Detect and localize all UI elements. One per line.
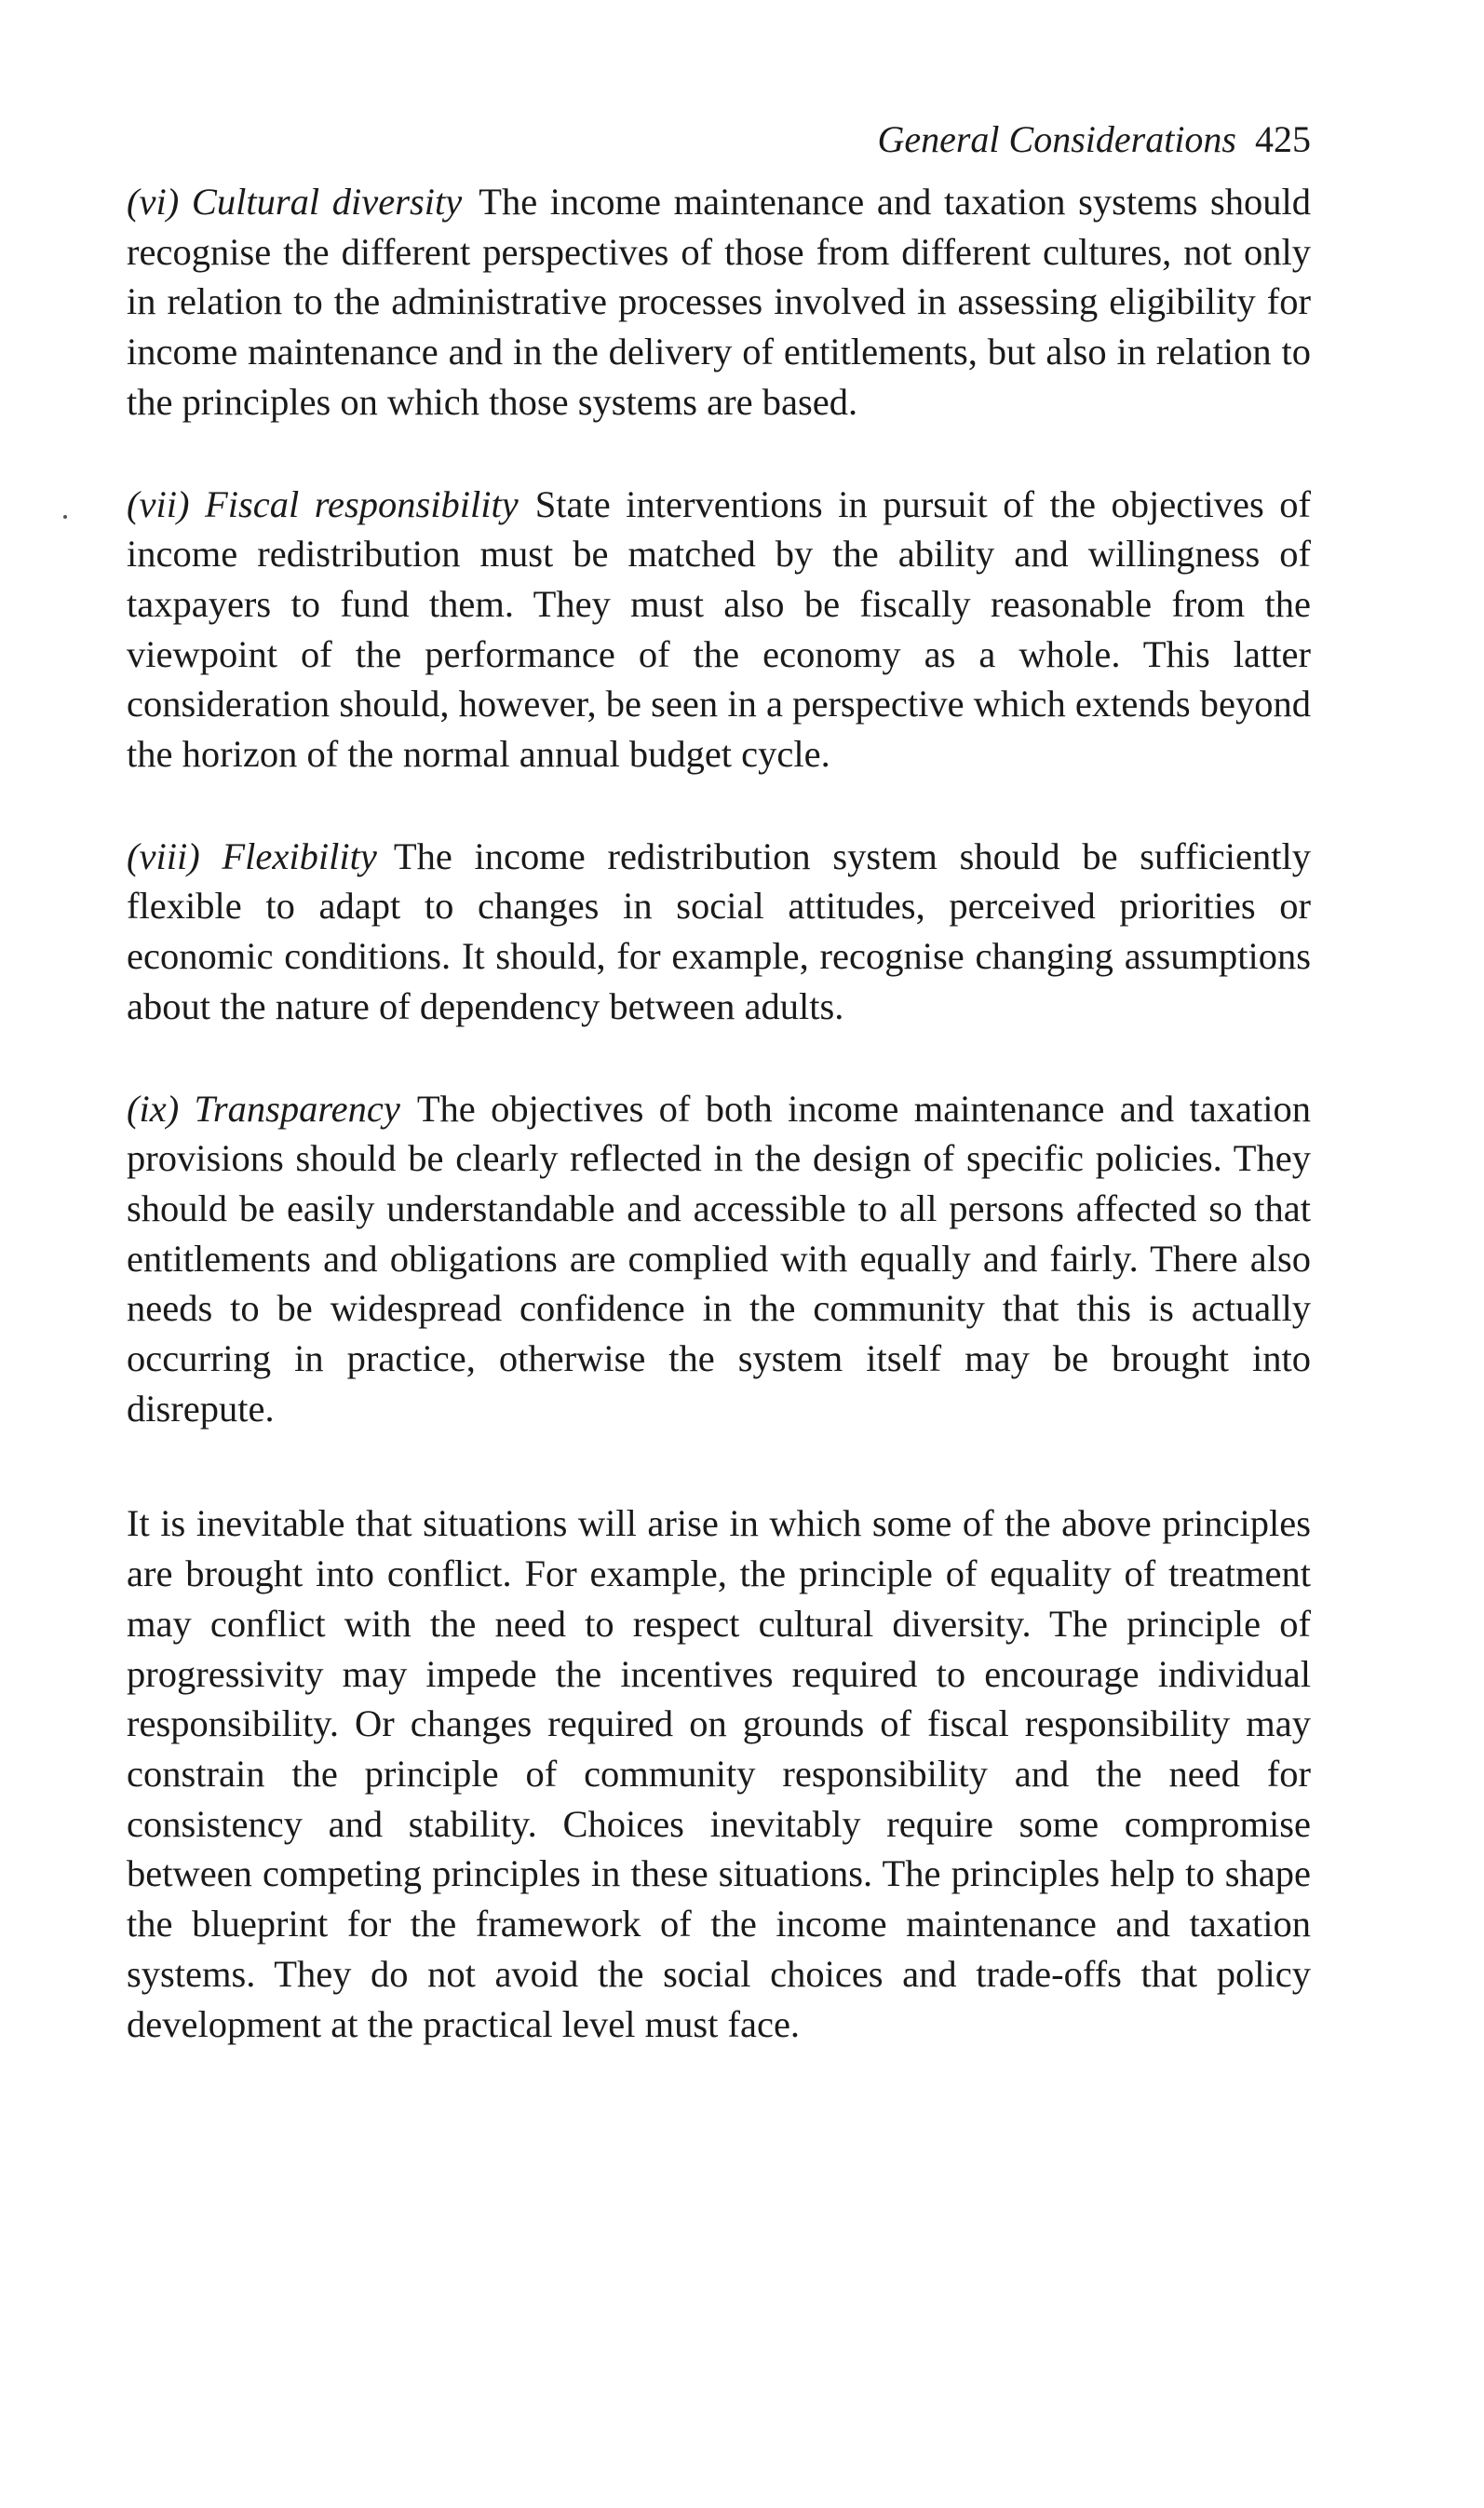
principle-heading: (ix) Transparency [127, 1087, 400, 1130]
page-number: 425 [1255, 118, 1311, 160]
principle-heading: (vii) Fiscal responsibility [127, 482, 519, 525]
principle-text: The income redistribution system should be sufficiently flexible to adapt to changes in social attitudes, perceived priorities or economic conditions. It should, for example, recognise changing assumptions about the nature of dependency between adults. [127, 834, 1311, 1027]
running-head [127, 112, 1311, 177]
principle-text: The objectives of both income maintenance and taxation provisions should be clearly reflected in the design of specific policies. They should be easily understandable and accessible to all persons affected so that entitlements and obligations are complied with equally and fairly. There also needs to be widespread confidence in the community that this is actually occurring in practice, otherwise the system itself may be brought into disrepute. [127, 1087, 1311, 1430]
stray-ink-mark [63, 515, 67, 519]
running-head-title: General Considerations [877, 118, 1236, 160]
closing-paragraph: It is inevitable that situations will arise in which some of the above principles are brought into conflict. For example, the principle of equality of treatment may conflict with the need to respect cultural diversity. The principle of progressivity may impede the incentives required to encourage individual responsibility. Or changes required on grounds of fiscal responsibility may constrain the principle of community responsibility and the need for consistency and stability. Choices inevitably require some compromise between competing principles in these situations. The principles help to shape the blueprint for the framework of the income maintenance and taxation systems. They do not avoid the social choices and trade-offs that policy development at the practical level must face. [127, 1502, 1311, 2045]
principle-heading: (vi) Cultural diversity [127, 181, 463, 223]
principle-flexibility [127, 832, 1311, 1032]
principle-text: State interventions in pursuit of the objectives of income redistribution must be matched by the ability and willingness of taxpayers to fund them. They must also be fiscally reasonable from the viewpoint of the performance of the economy as a whole. This latter consideration should, however, be seen in a perspective which extends beyond the horizon of the normal annual budget cycle. [127, 482, 1311, 776]
principle-cultural-diversity [127, 177, 1311, 427]
principle-text: The income maintenance and taxation systems should recognise the different perspectives of those from different cultures, not only in relation to the administrative processes involved in assessing eligibility for income maintenance and in the delivery of entitlements, but also in relation to the principles on which those systems are based. [127, 181, 1311, 423]
principle-heading: (viii) Flexibility [127, 834, 377, 877]
book-page [127, 112, 1311, 2049]
principle-transparency [127, 1084, 1311, 1434]
principle-fiscal-responsibility [127, 480, 1311, 780]
